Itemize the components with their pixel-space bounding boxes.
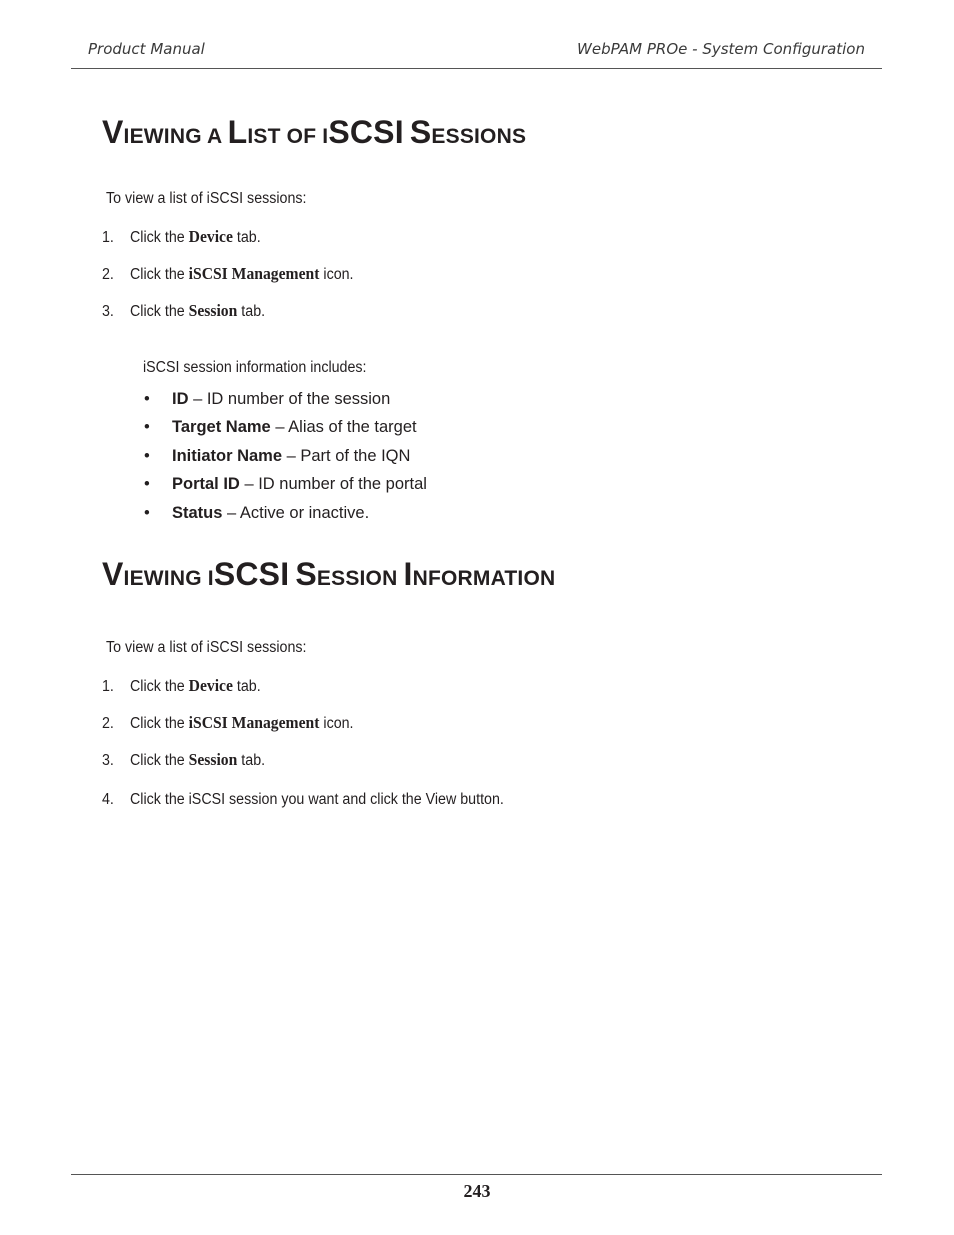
title-fragment: SCSI	[213, 556, 290, 592]
running-header-right: WebPAM PROe - System Configuration	[577, 40, 865, 58]
session-info-intro: iSCSI session information includes:	[143, 359, 367, 376]
title-fragment: IEWING I	[123, 567, 214, 590]
step-number: 2.	[102, 266, 114, 283]
section2-step: 1. Click the Device tab.	[102, 676, 261, 695]
ui-term: Session	[188, 750, 238, 769]
ui-term: Device	[188, 676, 233, 695]
section2-step: 2. Click the iSCSI Management icon.	[102, 713, 354, 732]
bullet-item: • Target Name – Alias of the target	[144, 418, 417, 436]
ui-term: iSCSI Management	[188, 264, 320, 283]
ui-term: Session	[188, 301, 238, 320]
title-fragment: NFORMATION	[412, 567, 556, 590]
bullet-icon: •	[144, 475, 150, 493]
section1-step: 3. Click the Session tab.	[102, 301, 266, 320]
title-fragment: V	[102, 556, 124, 592]
title-fragment: L	[227, 114, 248, 150]
section-title-list-sessions	[102, 114, 526, 151]
title-fragment: S	[409, 114, 432, 150]
section1-step: 2. Click the iSCSI Management icon.	[102, 264, 354, 283]
step-number: 1.	[102, 229, 114, 246]
title-fragment: IEWING A	[123, 125, 228, 148]
bullet-item: • Portal ID – ID number of the portal	[144, 475, 427, 493]
bullet-item: • Initiator Name – Part of the IQN	[144, 447, 411, 465]
ui-term: Device	[188, 227, 233, 246]
section1-step: 1. Click the Device tab.	[102, 227, 261, 246]
bullet-icon: •	[144, 390, 150, 408]
bullet-icon: •	[144, 504, 150, 522]
title-fragment: ESSION	[316, 567, 404, 590]
section2-intro: To view a list of iSCSI sessions:	[106, 639, 307, 656]
step-number: 3.	[102, 752, 114, 769]
step-number: 1.	[102, 678, 114, 695]
step-number: 2.	[102, 715, 114, 732]
bullet-icon: •	[144, 418, 150, 436]
title-fragment: ESSIONS	[431, 125, 527, 148]
title-fragment: V	[102, 114, 124, 150]
step-number: 3.	[102, 303, 114, 320]
bullet-item: • Status – Active or inactive.	[144, 504, 370, 522]
title-fragment: S	[295, 556, 317, 592]
step-number: 4.	[102, 791, 114, 808]
section2-step: 4. Click the iSCSI session you want and click the View button.	[102, 791, 504, 808]
header-rule	[71, 68, 882, 69]
title-fragment: SCSI	[328, 114, 404, 150]
page-number: 243	[463, 1181, 491, 1201]
title-fragment: IST OF I	[247, 125, 329, 148]
section2-step: 3. Click the Session tab.	[102, 750, 266, 769]
section-title-session-information	[102, 556, 555, 593]
ui-term: iSCSI Management	[188, 713, 320, 732]
running-header-left: Product Manual	[88, 40, 205, 58]
bullet-item: • ID – ID number of the session	[144, 390, 391, 408]
bullet-icon: •	[144, 447, 150, 465]
title-fragment: I	[403, 556, 413, 592]
footer-rule	[71, 1174, 882, 1175]
section1-intro: To view a list of iSCSI sessions:	[106, 190, 307, 207]
